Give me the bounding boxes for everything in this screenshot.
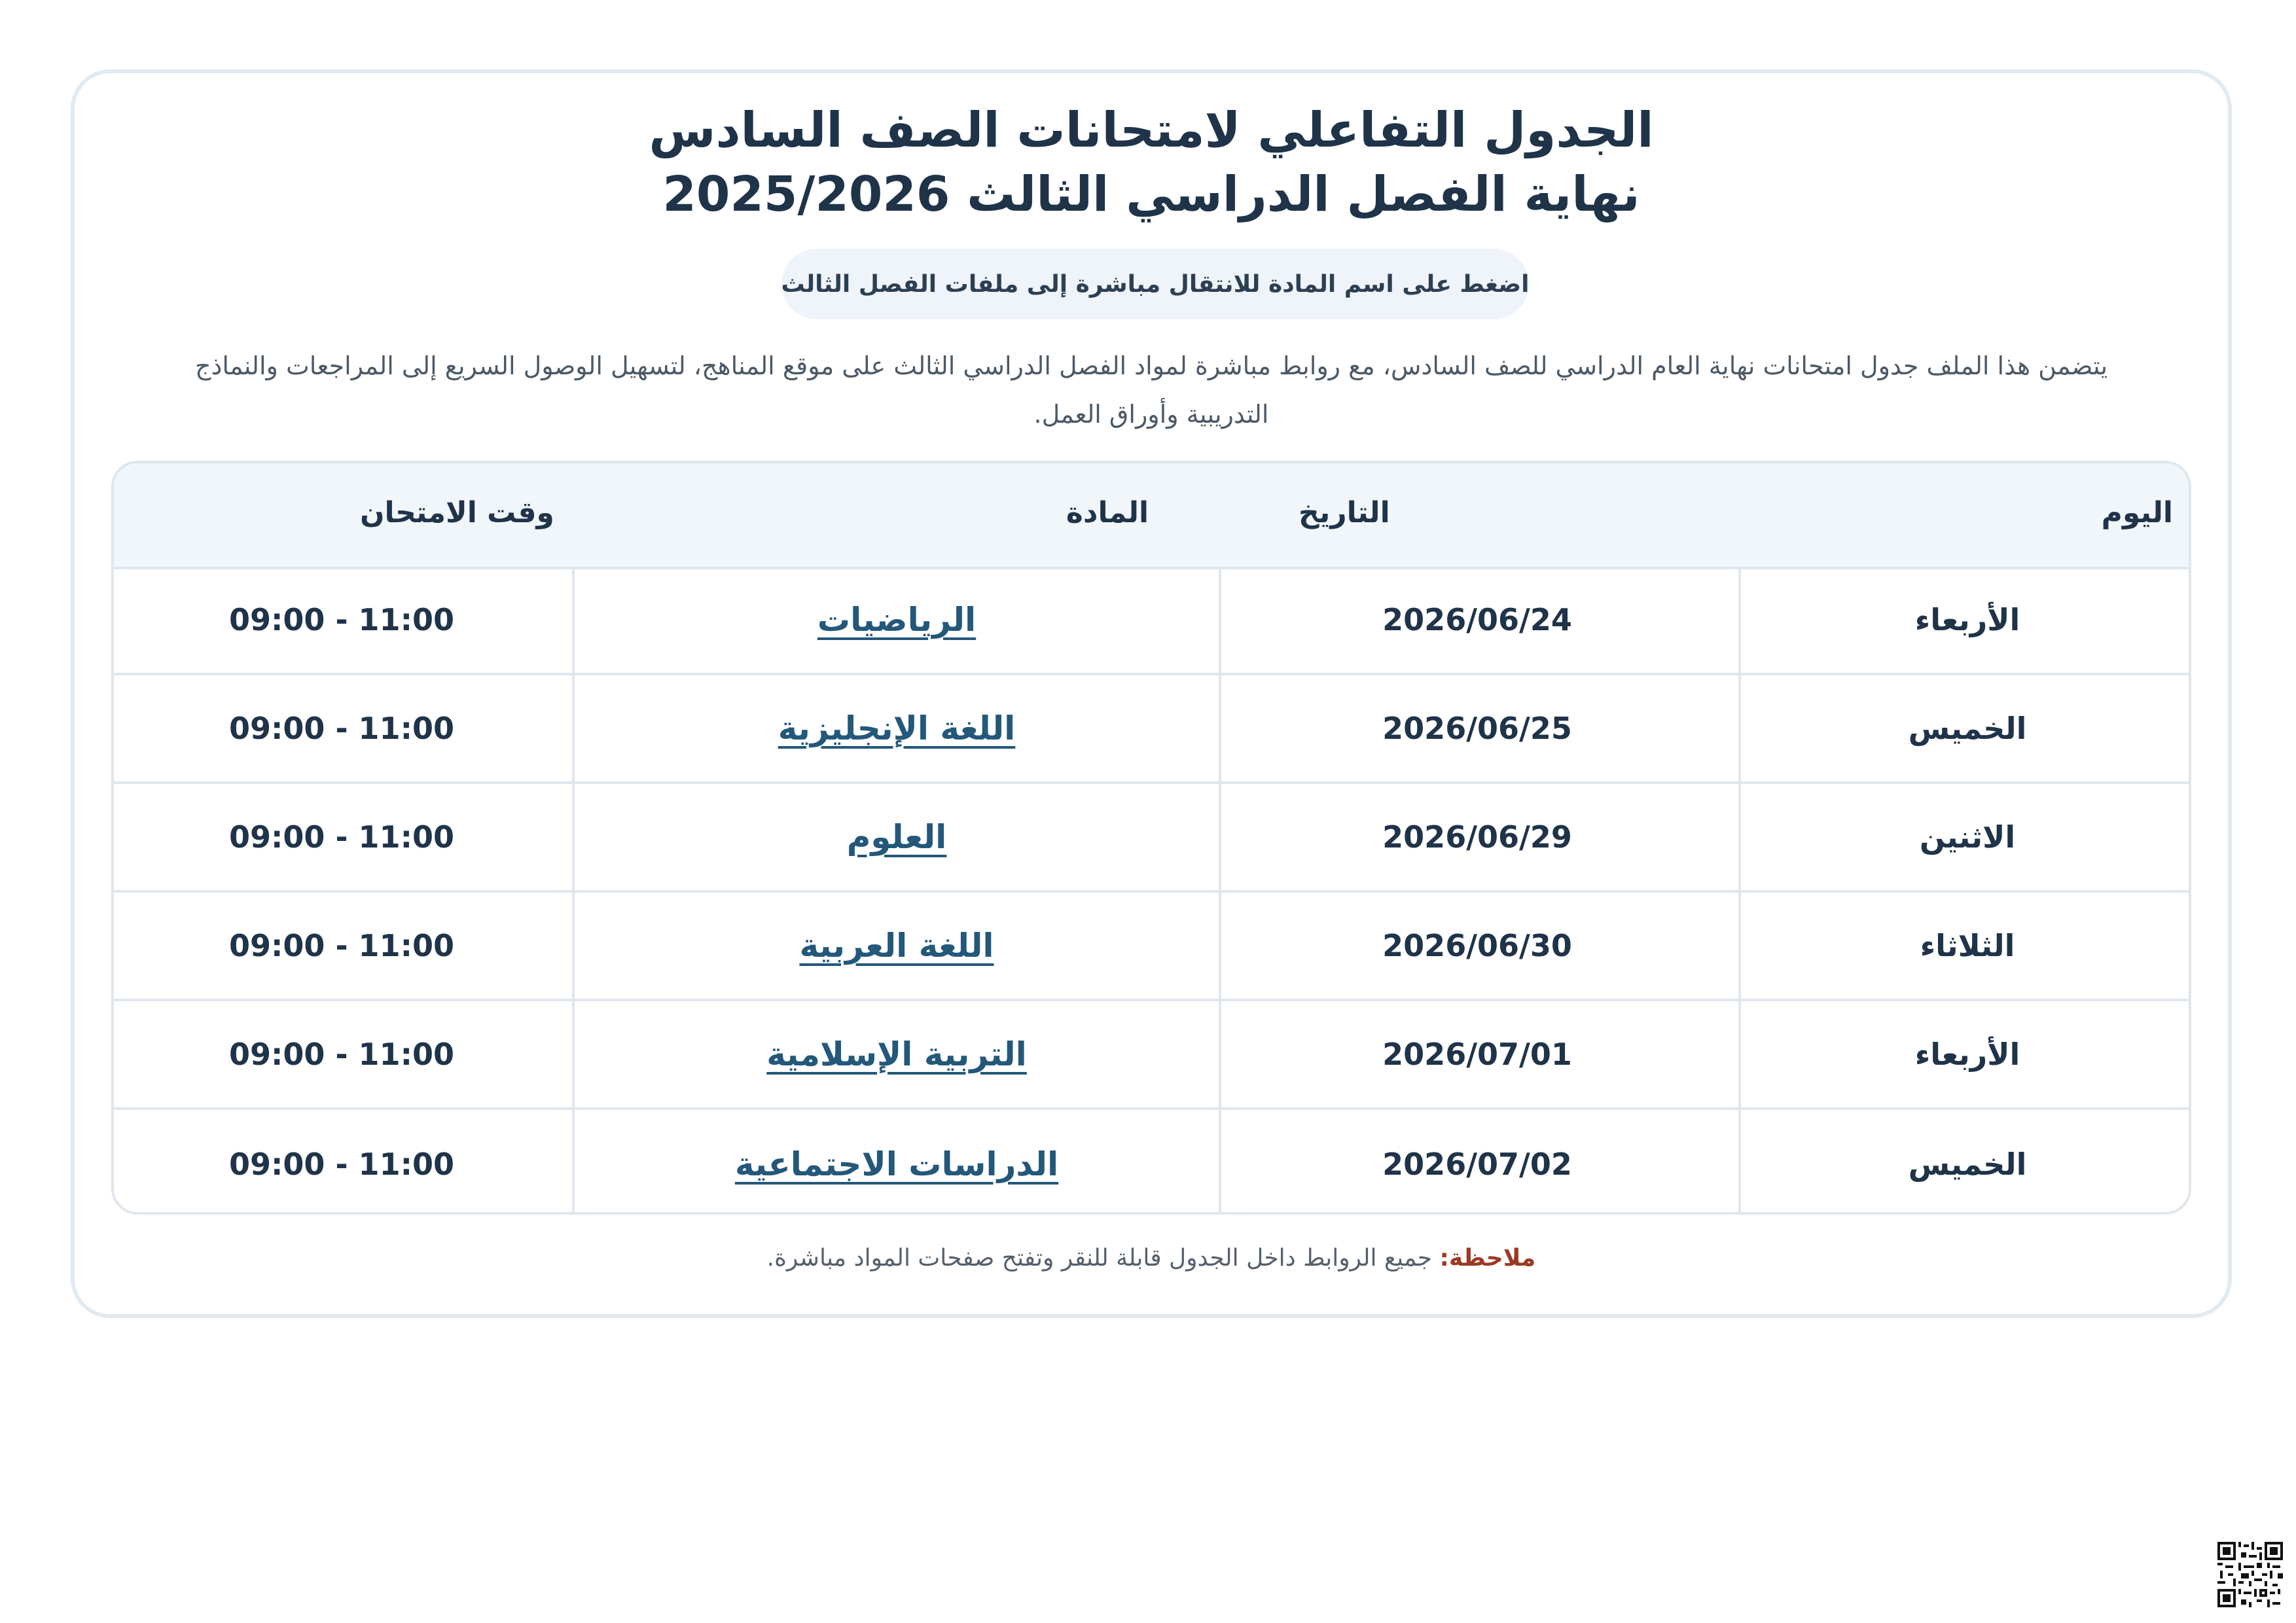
subject-link-islamic[interactable]: التربية الإسلامية	[766, 1035, 1027, 1073]
description-text: يتضمن هذا الملف جدول امتحانات نهاية العام الدراسي للصف السادس، مع روابط مباشرة لمواد الفصل الدراسي الثالث على موقع المناهج، لتسهيل الوصول السريع إلى المراجعات والنماذج التدريبية وأوراق العمل.	[194, 351, 2108, 429]
time-cell: 09:00 - 11:00	[229, 711, 454, 746]
subject-cell	[572, 1001, 1221, 1107]
day-cell: الخميس	[1738, 1110, 2191, 1215]
header-subject: المادة	[1066, 496, 1149, 529]
table-row	[114, 1110, 2189, 1215]
header-day: اليوم	[2101, 496, 2173, 529]
header-time: وقت الامتحان	[360, 496, 554, 529]
subject-link-math[interactable]: الرياضيات	[817, 601, 977, 639]
subject-cell	[572, 784, 1221, 890]
date-cell: 2026/06/25	[1382, 711, 1572, 746]
subject-link-arabic[interactable]: اللغة العربية	[799, 927, 994, 965]
note-text: جميع الروابط داخل الجدول قابلة للنقر وتفتح صفحات المواد مباشرة.	[766, 1245, 1433, 1272]
exam-table	[111, 461, 2191, 1215]
table-row	[114, 675, 2189, 784]
day-cell: الثلاثاء	[1738, 893, 2191, 999]
time-cell: 09:00 - 11:00	[229, 819, 454, 855]
subject-link-science[interactable]: العلوم	[846, 818, 947, 856]
table-row	[114, 784, 2189, 893]
date-cell: 2026/07/02	[1382, 1147, 1572, 1182]
page-title: الجدول التفاعلي لامتحانات الصف السادس	[649, 102, 1654, 158]
page-subtitle: نهاية الفصل الدراسي الثالث 2025/2026	[662, 166, 1640, 223]
date-cell: 2026/06/30	[1382, 928, 1572, 963]
time-cell: 09:00 - 11:00	[229, 1037, 454, 1072]
table-row	[114, 893, 2189, 1001]
day-cell: الأربعاء	[1738, 1001, 2191, 1107]
day-cell: الاثنين	[1738, 784, 2191, 890]
date-cell: 2026/06/24	[1382, 602, 1572, 637]
subject-cell	[572, 893, 1221, 999]
table-row	[114, 567, 2189, 675]
table-header	[114, 463, 2189, 569]
note-label: ملاحظة:	[1439, 1245, 1536, 1272]
table-row	[114, 1001, 2189, 1110]
subject-cell	[572, 1110, 1221, 1215]
time-cell: 09:00 - 11:00	[229, 602, 454, 637]
time-cell: 09:00 - 11:00	[229, 928, 454, 963]
footnote	[75, 1245, 2228, 1272]
hint-badge: اضغط على اسم المادة للانتقال مباشرة إلى ملفات الفصل الثالث	[781, 249, 1529, 319]
header-date: التاريخ	[1299, 496, 1390, 529]
qr-code-icon	[2217, 1542, 2283, 1607]
day-cell: الخميس	[1738, 675, 2191, 781]
day-cell: الأربعاء	[1738, 567, 2191, 673]
time-cell: 09:00 - 11:00	[229, 1147, 454, 1182]
subject-cell	[572, 675, 1221, 781]
date-cell: 2026/07/01	[1382, 1037, 1572, 1072]
exam-schedule-card	[71, 69, 2232, 1318]
date-cell: 2026/06/29	[1382, 819, 1572, 855]
subject-link-social[interactable]: الدراسات الاجتماعية	[734, 1145, 1059, 1183]
subject-link-english[interactable]: اللغة الإنجليزية	[778, 709, 1016, 747]
subject-cell	[572, 567, 1221, 673]
